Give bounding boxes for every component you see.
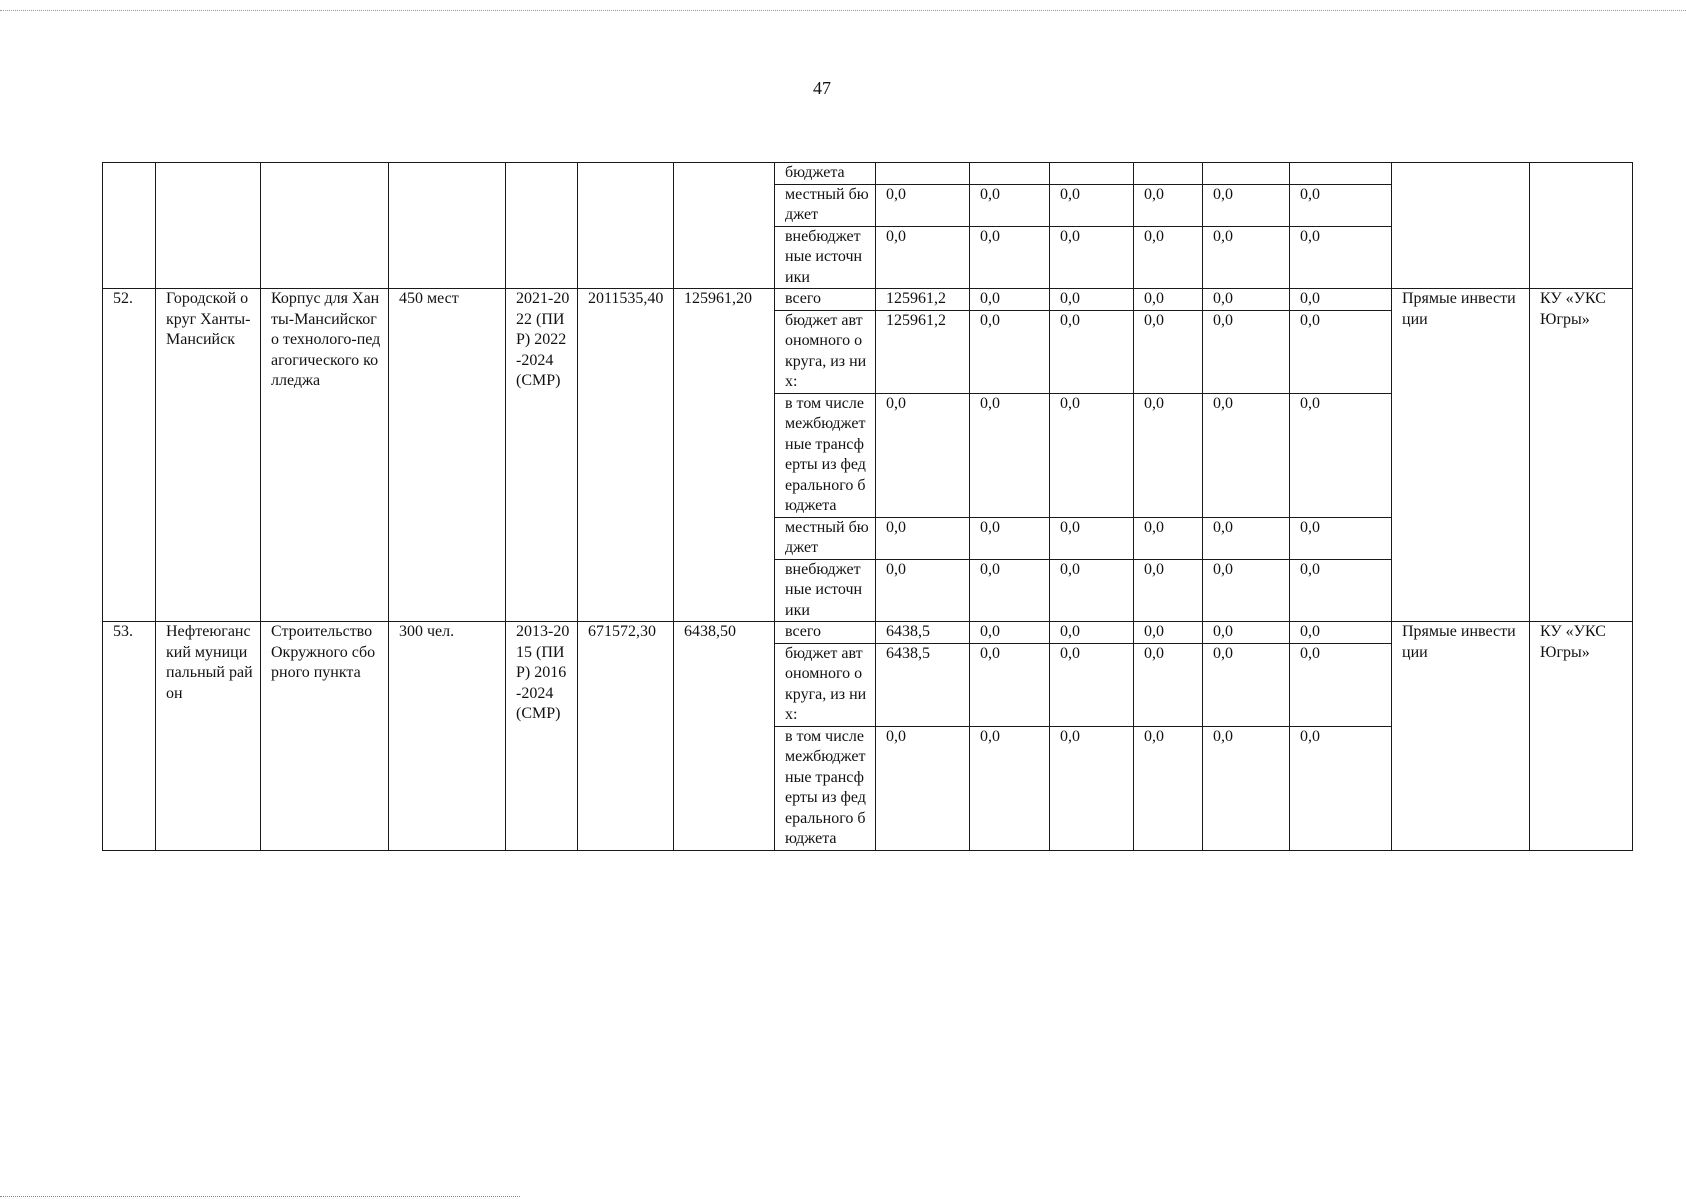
value-cell: 0,0 bbox=[876, 559, 970, 622]
value-cell: 0,0 bbox=[1050, 643, 1134, 726]
number-cell: 52. bbox=[103, 289, 156, 622]
value-cell: 0,0 bbox=[970, 310, 1050, 393]
value-cell: 0,0 bbox=[1203, 184, 1290, 226]
value-cell: 0,0 bbox=[1134, 559, 1203, 622]
period-cell: 2013-2015 (ПИР) 2016-2024 (СМР) bbox=[506, 622, 578, 851]
value-cell bbox=[970, 163, 1050, 185]
value-cell: 0,0 bbox=[876, 517, 970, 559]
municipality-cell: Городской округ Ханты-Мансийск bbox=[156, 289, 261, 622]
value-cell: 0,0 bbox=[876, 726, 970, 850]
value-cell: 0,0 bbox=[1290, 289, 1392, 311]
value-cell: 0,0 bbox=[1203, 559, 1290, 622]
value-cell: 0,0 bbox=[1134, 726, 1203, 850]
value-cell bbox=[876, 163, 970, 185]
value-cell: 0,0 bbox=[1050, 559, 1134, 622]
value-cell: 6438,5 bbox=[876, 622, 970, 644]
table-row bbox=[103, 163, 1633, 185]
value-cell: 0,0 bbox=[1134, 393, 1203, 517]
capacity-cell: 300 чел. bbox=[389, 622, 506, 851]
value-cell: 0,0 bbox=[1134, 184, 1203, 226]
value-cell: 0,0 bbox=[1050, 517, 1134, 559]
scan-edge-top bbox=[0, 10, 1686, 11]
number-cell bbox=[103, 163, 156, 289]
table-body bbox=[103, 163, 1633, 851]
estimated-cost-cell: 671572,30 bbox=[578, 622, 674, 851]
capacity-cell bbox=[389, 163, 506, 289]
municipality-cell: Нефтеюганский муниципальный район bbox=[156, 622, 261, 851]
value-cell: 0,0 bbox=[970, 517, 1050, 559]
scan-edge-bottom bbox=[0, 1196, 520, 1197]
value-cell: 0,0 bbox=[1134, 226, 1203, 289]
value-cell: 0,0 bbox=[876, 226, 970, 289]
page-number: 47 bbox=[813, 78, 831, 98]
value-cell: 0,0 bbox=[1050, 726, 1134, 850]
investment-form-cell: Прямые инвестиции bbox=[1392, 622, 1530, 851]
table-row bbox=[103, 622, 1633, 644]
remaining-cost-cell: 6438,50 bbox=[674, 622, 775, 851]
object-cell: Корпус для Ханты-Мансийского технолого-педагогического колледжа bbox=[261, 289, 389, 622]
value-cell: 0,0 bbox=[1290, 726, 1392, 850]
value-cell: 125961,2 bbox=[876, 289, 970, 311]
value-cell: 0,0 bbox=[1290, 184, 1392, 226]
value-cell: 0,0 bbox=[1050, 310, 1134, 393]
value-cell: 0,0 bbox=[1290, 517, 1392, 559]
budget-table bbox=[102, 162, 1633, 851]
source-cell: всего bbox=[775, 622, 876, 644]
source-cell: местный бюджет bbox=[775, 184, 876, 226]
value-cell: 125961,2 bbox=[876, 310, 970, 393]
customer-cell bbox=[1530, 163, 1633, 289]
period-cell: 2021-2022 (ПИР) 2022-2024 (СМР) bbox=[506, 289, 578, 622]
value-cell: 0,0 bbox=[1134, 517, 1203, 559]
value-cell: 0,0 bbox=[1203, 393, 1290, 517]
source-cell: бюджет автономного округа, из них: bbox=[775, 310, 876, 393]
value-cell: 0,0 bbox=[1203, 643, 1290, 726]
source-cell: всего bbox=[775, 289, 876, 311]
value-cell: 0,0 bbox=[876, 393, 970, 517]
value-cell: 0,0 bbox=[970, 393, 1050, 517]
object-cell: Строительство Окружного сборного пункта bbox=[261, 622, 389, 851]
value-cell: 0,0 bbox=[1290, 310, 1392, 393]
value-cell bbox=[1050, 163, 1134, 185]
source-cell: в том числе межбюджетные трансферты из федерального бюджета bbox=[775, 726, 876, 850]
value-cell: 0,0 bbox=[970, 726, 1050, 850]
value-cell: 0,0 bbox=[1134, 643, 1203, 726]
investment-form-cell: Прямые инвестиции bbox=[1392, 289, 1530, 622]
value-cell: 0,0 bbox=[1290, 226, 1392, 289]
customer-cell: КУ «УКС Югры» bbox=[1530, 289, 1633, 622]
municipality-cell bbox=[156, 163, 261, 289]
capacity-cell: 450 мест bbox=[389, 289, 506, 622]
remaining-cost-cell: 125961,20 bbox=[674, 289, 775, 622]
value-cell: 0,0 bbox=[970, 643, 1050, 726]
investment-form-cell bbox=[1392, 163, 1530, 289]
table-row bbox=[103, 289, 1633, 311]
value-cell: 0,0 bbox=[1050, 289, 1134, 311]
value-cell: 0,0 bbox=[970, 289, 1050, 311]
value-cell: 0,0 bbox=[970, 622, 1050, 644]
source-cell: бюджет автономного округа, из них: bbox=[775, 643, 876, 726]
value-cell bbox=[1203, 163, 1290, 185]
value-cell: 0,0 bbox=[970, 226, 1050, 289]
value-cell: 0,0 bbox=[1290, 622, 1392, 644]
estimated-cost-cell: 2011535,40 bbox=[578, 289, 674, 622]
value-cell: 6438,5 bbox=[876, 643, 970, 726]
period-cell bbox=[506, 163, 578, 289]
value-cell: 0,0 bbox=[970, 184, 1050, 226]
value-cell: 0,0 bbox=[1050, 184, 1134, 226]
value-cell: 0,0 bbox=[1203, 726, 1290, 850]
value-cell bbox=[1290, 163, 1392, 185]
value-cell: 0,0 bbox=[1203, 289, 1290, 311]
number-cell: 53. bbox=[103, 622, 156, 851]
value-cell: 0,0 bbox=[876, 184, 970, 226]
value-cell: 0,0 bbox=[1050, 226, 1134, 289]
value-cell: 0,0 bbox=[1134, 310, 1203, 393]
value-cell: 0,0 bbox=[1203, 517, 1290, 559]
value-cell: 0,0 bbox=[1290, 559, 1392, 622]
value-cell: 0,0 bbox=[1134, 622, 1203, 644]
value-cell: 0,0 bbox=[1134, 289, 1203, 311]
estimated-cost-cell bbox=[578, 163, 674, 289]
source-cell: внебюджетные источники bbox=[775, 559, 876, 622]
source-cell: местный бюджет bbox=[775, 517, 876, 559]
source-cell: бюджета bbox=[775, 163, 876, 185]
value-cell: 0,0 bbox=[1290, 393, 1392, 517]
value-cell bbox=[1134, 163, 1203, 185]
value-cell: 0,0 bbox=[1290, 643, 1392, 726]
value-cell: 0,0 bbox=[1203, 310, 1290, 393]
customer-cell: КУ «УКС Югры» bbox=[1530, 622, 1633, 851]
value-cell: 0,0 bbox=[1203, 226, 1290, 289]
remaining-cost-cell bbox=[674, 163, 775, 289]
source-cell: внебюджетные источники bbox=[775, 226, 876, 289]
source-cell: в том числе межбюджетные трансферты из федерального бюджета bbox=[775, 393, 876, 517]
object-cell bbox=[261, 163, 389, 289]
value-cell: 0,0 bbox=[1050, 622, 1134, 644]
value-cell: 0,0 bbox=[1203, 622, 1290, 644]
value-cell: 0,0 bbox=[970, 559, 1050, 622]
value-cell: 0,0 bbox=[1050, 393, 1134, 517]
